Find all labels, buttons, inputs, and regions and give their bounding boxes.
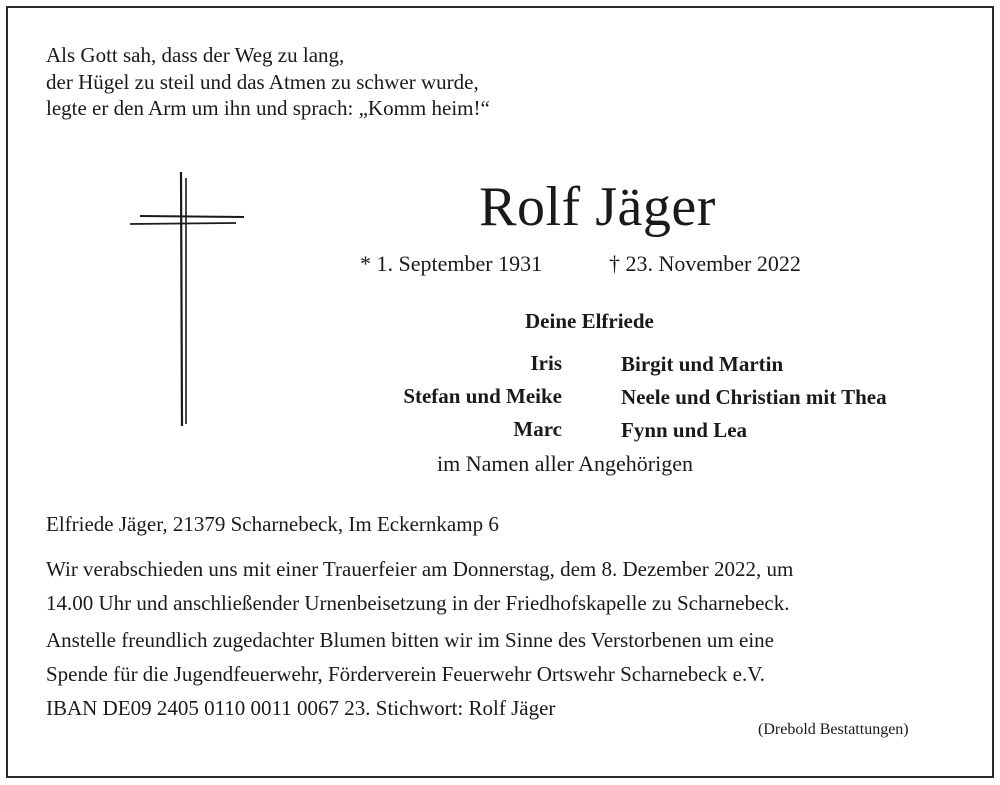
death-date: † 23. November 2022 [609,251,801,276]
children-list [300,347,562,446]
poem-line: legte er den Arm um ihn und sprach: „Komm heim!“ [46,96,490,120]
poem-line: Als Gott sah, dass der Weg zu lang, [46,43,345,67]
child-name: Stefan und Meike [403,384,562,408]
service-line: 14.00 Uhr und anschließender Urnenbeisetzung in der Friedhofskapelle zu Scharnebeck. [46,591,790,615]
undertaker-credit: (Drebold Bestattungen) [758,721,909,738]
grandchild-name: Birgit und Martin [621,352,784,376]
donation-line: Anstelle freundlich zugedachter Blumen bitten wir im Sinne des Verstorbenen um eine [46,628,774,652]
poem [46,42,490,122]
donation-line: Spende für die Jugendfeuerwehr, Förderverein Feuerwehr Ortswehr Scharnebeck e.V. [46,662,765,686]
grandchildren-list [621,348,887,447]
child-name: Iris [530,351,562,375]
poem-line: der Hügel zu steil und das Atmen zu schwer wurde, [46,69,479,94]
child-name: Marc [513,417,562,441]
grandchild-name: Fynn und Lea [621,418,748,442]
grandchild-name: Neele und Christian mit Thea [621,385,887,409]
spouse-name: Deine Elfriede [525,309,654,333]
donation-paragraph [46,623,774,725]
birth-date: * 1. September 1931 [360,251,543,276]
service-line: Wir verabschieden uns mit einer Trauerfeier am Donnerstag, dem 8. Dezember 2022, um [46,557,794,581]
contact-address: Elfriede Jäger, 21379 Scharnebeck, Im Eckernkamp 6 [46,512,499,536]
service-paragraph [46,552,793,620]
donation-line: IBAN DE09 2405 0110 0011 0067 23. Stichwort: Rolf Jäger [46,696,556,720]
deceased-name: Rolf Jäger [479,176,716,238]
on-behalf-line: im Namen aller Angehörigen [437,451,693,476]
